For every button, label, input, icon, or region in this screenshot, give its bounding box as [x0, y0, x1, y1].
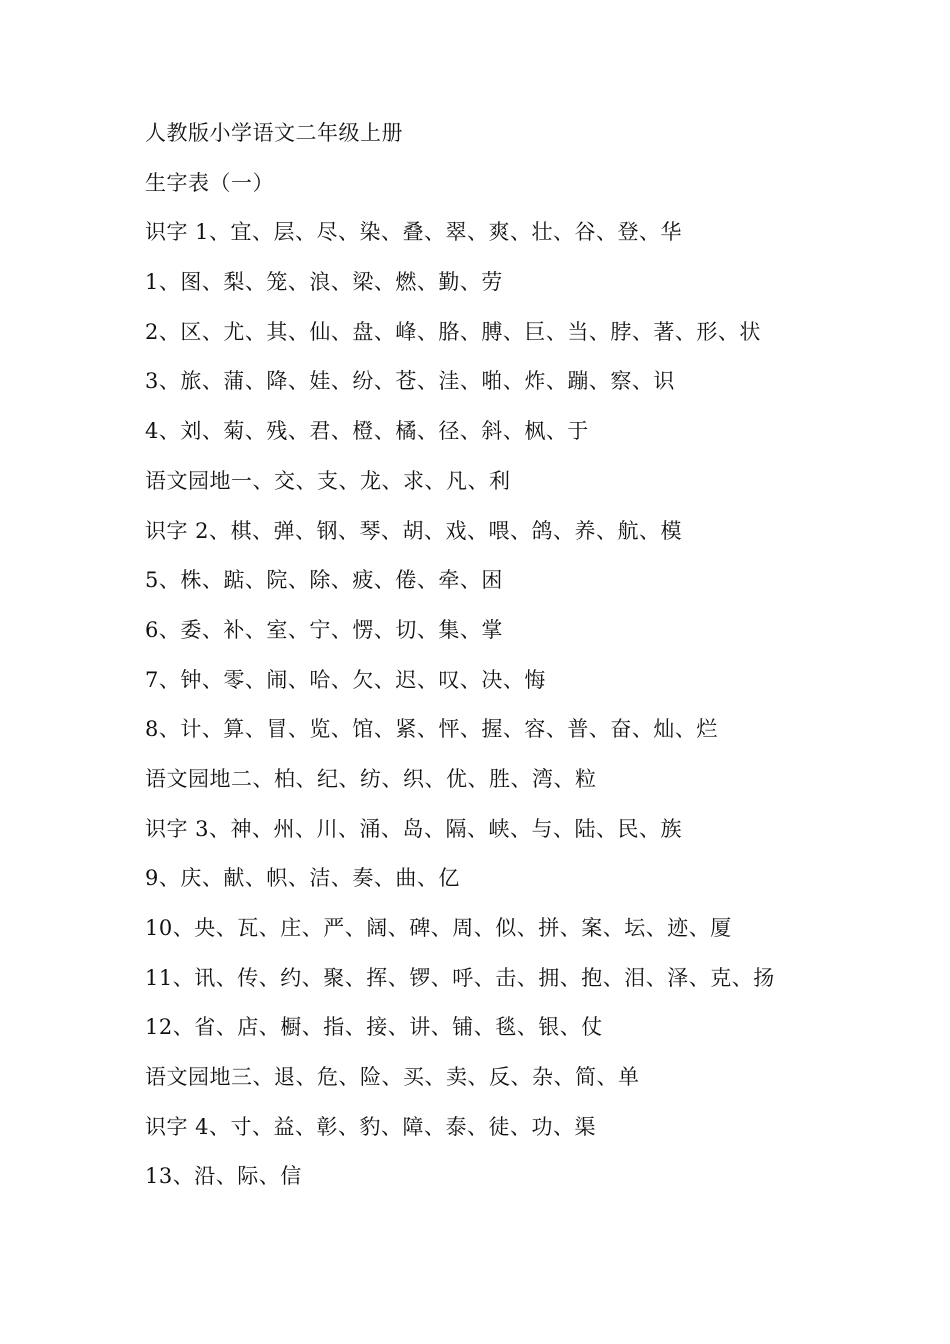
character-line: 8、计、算、冒、览、馆、紧、怦、握、容、普、奋、灿、烂 [145, 717, 718, 742]
document-subtitle: 生字表（一） [145, 170, 274, 195]
character-line: 识字 4、寸、益、彰、豹、障、泰、徒、功、渠 [145, 1114, 597, 1139]
character-line: 9、庆、献、帜、洁、奏、曲、亿 [145, 866, 460, 891]
character-line: 10、央、瓦、庄、严、阔、碑、周、似、拼、案、坛、迹、厦 [145, 916, 732, 940]
character-line: 5、株、踮、院、除、疲、倦、牵、困 [145, 568, 503, 593]
character-line: 13、沿、际、信 [145, 1164, 302, 1189]
character-line: 语文园地三、退、危、险、买、卖、反、杂、简、单 [145, 1065, 640, 1090]
character-line: 识字 2、棋、弹、钢、琴、胡、戏、喂、鸽、养、航、模 [145, 518, 683, 543]
character-line: 2、区、尤、其、仙、盘、峰、胳、膊、巨、当、脖、著、形、状 [145, 319, 761, 344]
character-line: 识字 1、宜、层、尽、染、叠、翠、爽、壮、谷、登、华 [145, 220, 683, 245]
character-line: 7、钟、零、闹、哈、欠、迟、叹、决、悔 [145, 667, 546, 692]
character-line: 语文园地二、柏、纪、纺、织、优、胜、湾、粒 [145, 766, 597, 791]
character-line: 识字 3、神、州、川、涌、岛、隔、峡、与、陆、民、族 [145, 816, 683, 841]
character-line: 语文园地一、交、支、龙、求、凡、利 [145, 468, 511, 493]
character-line: 4、刘、菊、残、君、橙、橘、径、斜、枫、于 [145, 419, 589, 444]
character-line: 3、旅、蒲、降、娃、纷、苍、洼、啪、炸、蹦、察、识 [145, 369, 675, 394]
character-line: 1、图、梨、笼、浪、梁、燃、勤、劳 [145, 270, 503, 295]
character-line: 11、讯、传、约、聚、挥、锣、呼、击、拥、抱、泪、泽、克、扬 [145, 965, 775, 990]
character-line: 12、省、店、橱、指、接、讲、铺、毯、银、仗 [145, 1015, 603, 1040]
document-body [145, 113, 905, 1206]
character-line: 6、委、补、室、宁、愣、切、集、掌 [145, 617, 503, 642]
document-title: 人教版小学语文二年级上册 [145, 121, 403, 145]
